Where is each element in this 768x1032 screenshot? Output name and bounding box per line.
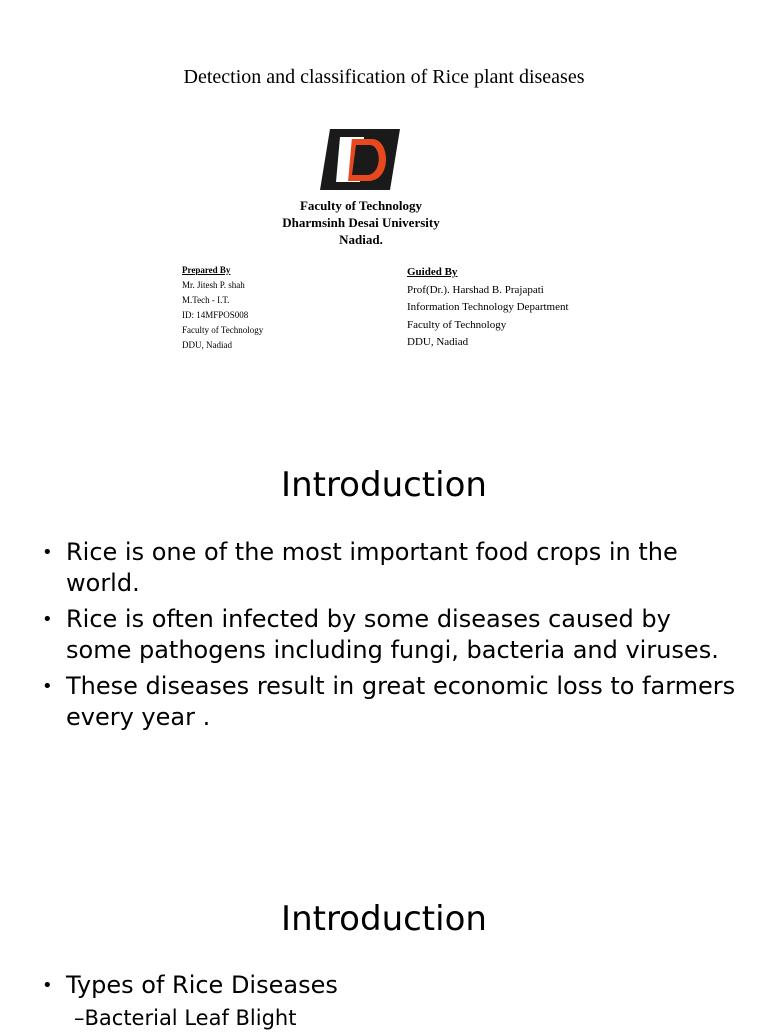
bullet-icon: • <box>42 542 53 563</box>
list-item: • Rice is often infected by some diseases caused by some pathogens including fungi, bacteria and viruses. <box>42 605 719 664</box>
university-logo <box>320 129 400 190</box>
university-line: Dharmsinh Desai University <box>282 215 440 230</box>
list-item: • Types of Rice Diseases <box>42 971 338 999</box>
prepared-line: Mr. Jitesh P. shah <box>182 280 245 290</box>
guided-line: Information Technology Department <box>407 301 569 313</box>
intro-bullet-list <box>42 537 742 738</box>
prepared-line: ID: 14MFPOS008 <box>182 310 249 320</box>
prepared-line: DDU, Nadiad <box>182 340 232 350</box>
guided-by-header: Guided By <box>407 266 458 278</box>
prepared-by-block <box>182 263 263 353</box>
prepared-line: M.Tech - I.T. <box>182 295 230 305</box>
guided-line: Faculty of Technology <box>407 318 507 331</box>
prepared-by-header: Prepared By <box>182 265 231 275</box>
bullet-icon: • <box>42 609 53 630</box>
guided-by-block <box>407 264 569 352</box>
bullet-icon: • <box>42 975 53 996</box>
city-line: Nadiad. <box>339 232 383 247</box>
sub-list-item: –Bacterial Leaf Blight <box>74 1006 297 1030</box>
faculty-block <box>0 197 722 248</box>
guided-line: DDU, Nadiad <box>407 336 469 348</box>
dash-icon: – <box>74 1006 85 1030</box>
prepared-line: Faculty of Technology <box>182 325 264 335</box>
guided-line: Prof(Dr.). Harshad B. Prajapati <box>407 283 544 296</box>
slide-title: Detection and classification of Rice plant diseases <box>183 66 585 88</box>
faculty-line: Faculty of Technology <box>299 198 423 213</box>
list-item: • These diseases result in great economic loss to farmers every year . <box>42 672 736 731</box>
intro-title: Introduction <box>281 465 487 505</box>
bullet-icon: • <box>42 676 53 697</box>
disease-bullet-list <box>42 970 742 1006</box>
list-item: • Rice is one of the most important food crops in the world. <box>42 538 678 597</box>
intro-title-2: Introduction <box>281 899 487 939</box>
